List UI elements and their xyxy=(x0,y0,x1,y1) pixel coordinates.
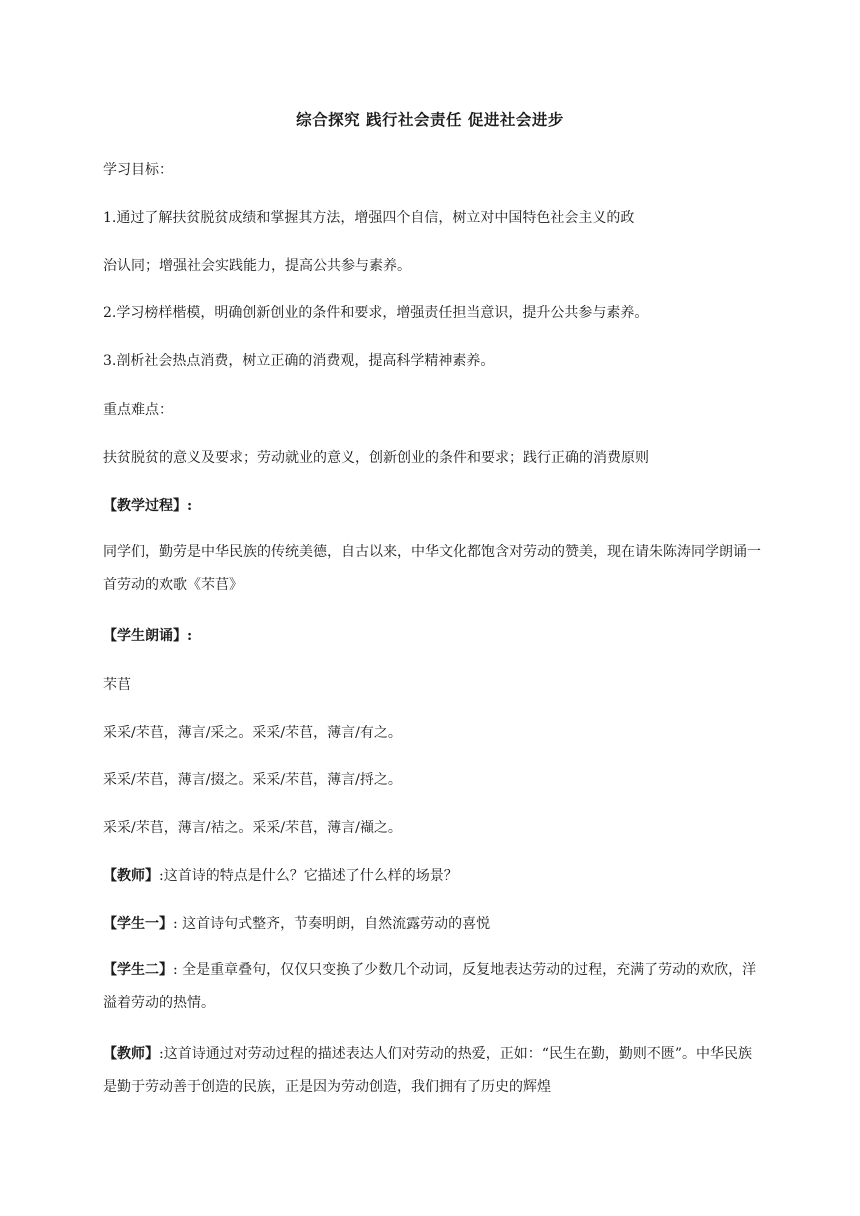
key-points-text: 扶贫脱贫的意义及要求；劳动就业的意义，创新创业的条件和要求；践行正确的消费原则 xyxy=(103,450,649,466)
teacher-summary xyxy=(103,1038,763,1104)
teacher-summary-text: :这首诗通过对劳动过程的描述表达人们对劳动的热爱，正如：“民生在勤，勤则不匮”。中华民族是勤于劳动善于创造的民族，正是因为劳动创造，我们拥有了历史的辉煌 xyxy=(103,1046,753,1095)
teacher-question-text: :这首诗的特点是什么？它描述了什么样的场景？ xyxy=(159,868,458,884)
teacher-summary-label: 【教师】 xyxy=(103,1046,159,1062)
process-heading: 【教学过程】: xyxy=(103,498,193,514)
intro-paragraph: 同学们，勤劳是中华民族的传统美德，自古以来，中华文化都饱含对劳动的赞美，现在请朱陈涛同学朗诵一首劳动的欢歌《芣苢》 xyxy=(103,544,761,593)
poem-line-2: 采采/芣苢，薄言/掇之。采采/芣苢，薄言/捋之。 xyxy=(103,772,402,788)
student-one-text: : 这首诗句式整齐，节奏明朗，自然流露劳动的喜悦 xyxy=(173,916,491,932)
objective-3: 3.剖析社会热点消费，树立正确的消费观，提高科学精神素养。 xyxy=(103,353,495,369)
poem-line-3: 采采/芣苢，薄言/袺之。采采/芣苢，薄言/襭之。 xyxy=(103,820,402,836)
teacher-label: 【教师】 xyxy=(103,868,159,884)
objective-1-line-2: 治认同；增强社会实践能力，提高公共参与素养。 xyxy=(103,258,411,274)
student-two-answer xyxy=(103,954,763,1020)
objective-2: 2.学习榜样楷模，明确创新创业的条件和要求，增强责任担当意识，提升公共参与素养。 xyxy=(103,305,649,321)
key-points-heading: 重点难点： xyxy=(103,402,173,418)
teacher-question xyxy=(103,864,763,888)
objectives-heading: 学习目标： xyxy=(103,162,173,178)
document-title: 综合探究 践行社会责任 促进社会进步 xyxy=(296,110,564,129)
student-one-answer xyxy=(103,912,763,936)
recitation-heading: 【学生朗诵】: xyxy=(103,628,193,644)
student-one-label: 【学生一】 xyxy=(103,916,173,932)
objective-1-line-1: 1.通过了解扶贫脱贫成绩和掌握其方法，增强四个自信，树立对中国特色社会主义的政 xyxy=(103,210,635,226)
student-two-text: : 全是重章叠句，仅仅只变换了少数几个动词，反复地表达劳动的过程，充满了劳动的欢欣，洋溢着劳动的热情。 xyxy=(103,962,757,1011)
poem-title: 芣苢 xyxy=(103,677,131,693)
poem-line-1: 采采/芣苢，薄言/采之。采采/芣苢，薄言/有之。 xyxy=(103,725,402,741)
student-two-label: 【学生二】 xyxy=(103,962,173,978)
